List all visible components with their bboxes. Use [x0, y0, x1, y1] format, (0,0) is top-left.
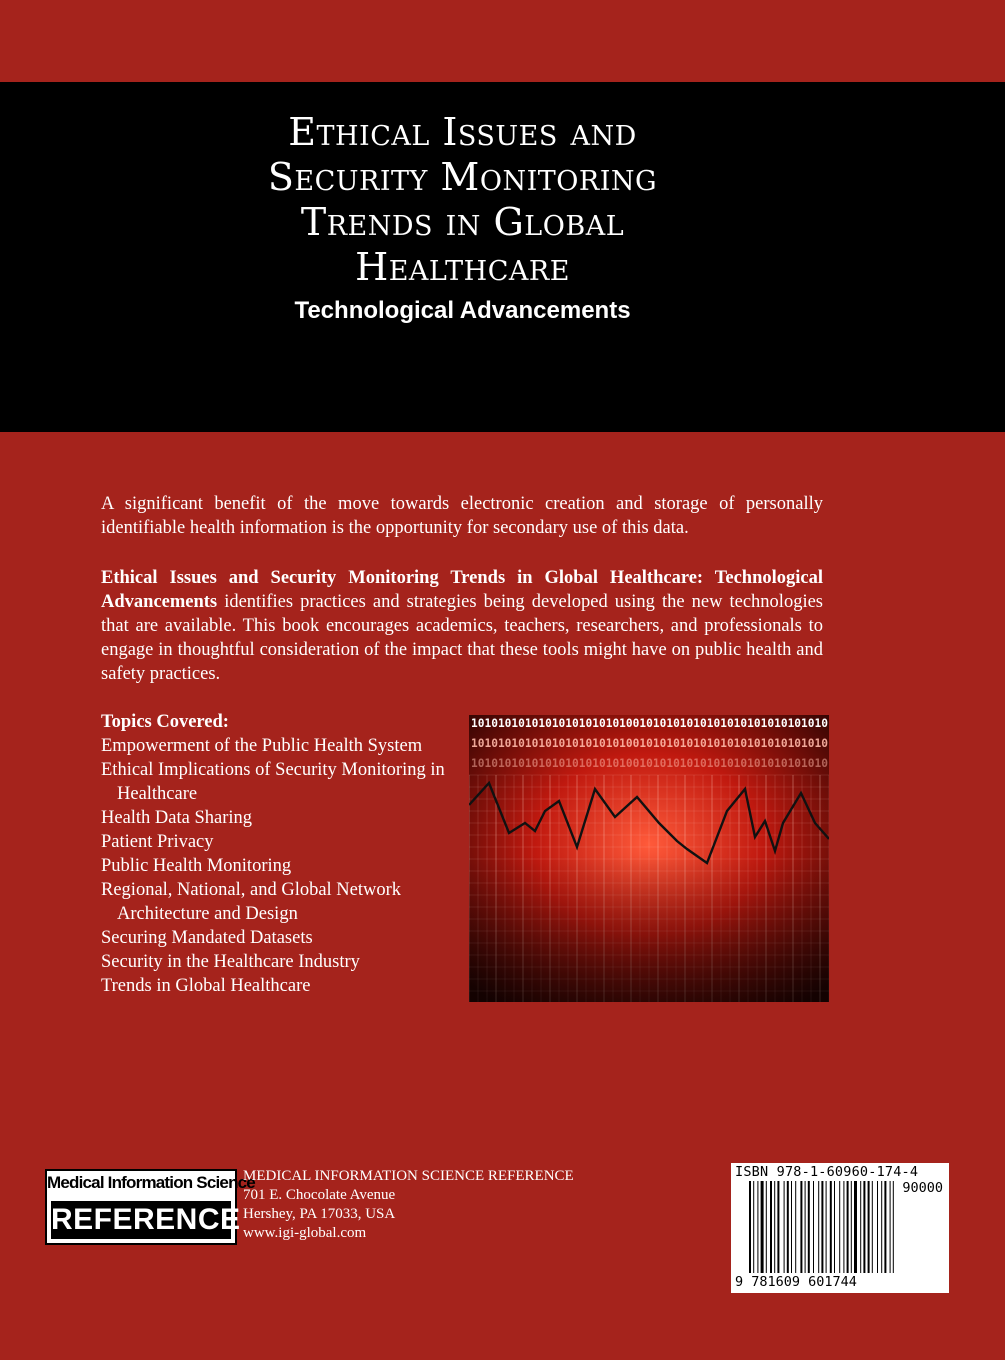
- barcode-bar: [757, 1181, 758, 1273]
- barcode-bar: [774, 1181, 775, 1273]
- title-line: Healthcare: [355, 245, 570, 289]
- publisher-address-line-2: Hershey, PA 17033, USA: [243, 1206, 396, 1222]
- barcode-bar: [826, 1181, 827, 1273]
- topic-item: Ethical Implications of Security Monitoring in Healthcare: [101, 760, 445, 804]
- topic-item: Security in the Healthcare Industry: [101, 952, 360, 972]
- barcode-bar: [818, 1181, 819, 1273]
- title-line: Ethical Issues and: [288, 110, 637, 154]
- publisher-name: MEDICAL INFORMATION SCIENCE REFERENCE: [243, 1168, 574, 1184]
- title-line: Trends in Global: [300, 200, 625, 244]
- topics-list: [101, 734, 471, 998]
- publisher-website: www.igi-global.com: [243, 1225, 367, 1241]
- publisher-info: [243, 1167, 574, 1243]
- topics-heading: Topics Covered:: [101, 712, 229, 732]
- description-book-title: Ethical Issues and Security Monitoring Trends in Global Healthcare: Technological Advancements: [101, 568, 823, 612]
- barcode-bar: [800, 1181, 802, 1273]
- barcode-bar: [749, 1181, 751, 1273]
- logo-bottom-text: REFERENCE: [51, 1201, 231, 1239]
- ean-digits: 9 781609 601744: [735, 1274, 857, 1290]
- description-paragraph-1: A significant benefit of the move towards electronic creation and storage of personally identifiable health information is the opportunity for secondary use of this data.: [101, 494, 823, 538]
- topic-item: Regional, National, and Global Network Architecture and Design: [101, 880, 402, 924]
- price-code: 90000: [902, 1180, 943, 1196]
- barcode-bar: [821, 1181, 823, 1273]
- barcode-bar: [761, 1181, 764, 1273]
- barcode-bar: [805, 1181, 806, 1273]
- description-paragraph-2: [101, 566, 823, 686]
- illustration-shade: [469, 855, 829, 1002]
- binary-chart-illustration: [469, 715, 829, 1002]
- barcode-bar: [777, 1181, 779, 1273]
- barcode-bar: [884, 1181, 886, 1273]
- binary-row: 10101010101010101010101001010101010101010101010101010: [471, 737, 828, 750]
- barcode-bar: [808, 1181, 810, 1273]
- barcode-bar: [795, 1181, 796, 1273]
- barcode-bar: [847, 1181, 849, 1273]
- barcode-bar: [770, 1181, 772, 1273]
- barcode-bar: [877, 1181, 878, 1273]
- publisher-address-line-1: 701 E. Chocolate Avenue: [243, 1187, 396, 1203]
- barcode-bar: [813, 1181, 814, 1273]
- binary-row: 10101010101010101010101001010101010101010101010101010: [471, 757, 828, 770]
- barcode-bars: [749, 1181, 945, 1275]
- barcode-bar: [787, 1181, 789, 1273]
- isbn-label: ISBN 978-1-60960-174-4: [735, 1164, 919, 1180]
- barcode-bar: [868, 1181, 870, 1273]
- barcode-bar: [881, 1181, 882, 1273]
- logo-top-text: Medical Information Science: [47, 1173, 255, 1192]
- description-text: identifies practices and strategies being developed using the new technologies that are available. This book encourages academics, teachers, researchers, and professionals to engage in thoughtful consideration of the impact that these tools might have on public health and safety practices.: [101, 592, 823, 684]
- topic-item: Empowerment of the Public Health System: [101, 736, 423, 756]
- barcode-bar: [890, 1181, 891, 1273]
- barcode-bar: [854, 1181, 857, 1273]
- publisher-logo: [45, 1169, 255, 1245]
- barcode-bar: [784, 1181, 785, 1273]
- barcode-bar: [791, 1181, 792, 1273]
- title-line: Security Monitoring: [267, 155, 658, 199]
- barcode-bar: [860, 1181, 861, 1273]
- topic-item: Public Health Monitoring: [101, 856, 292, 876]
- barcode-bar: [834, 1181, 835, 1273]
- barcode-bar: [839, 1181, 840, 1273]
- book-title: [0, 110, 925, 290]
- barcode-bar: [766, 1181, 767, 1273]
- barcode-bar: [851, 1181, 852, 1273]
- topic-item: Trends in Global Healthcare: [101, 976, 311, 996]
- topic-item: Health Data Sharing: [101, 808, 253, 828]
- topic-item: Securing Mandated Datasets: [101, 928, 313, 948]
- book-subtitle: Technological Advancements: [294, 297, 631, 324]
- barcode-bar: [843, 1181, 844, 1273]
- topic-item: Patient Privacy: [101, 832, 214, 852]
- barcode-bar: [830, 1181, 832, 1273]
- barcode-bar: [893, 1181, 894, 1273]
- barcode-bar: [863, 1181, 865, 1273]
- cover-illustration: [469, 715, 829, 1002]
- barcode-bar: [753, 1181, 754, 1273]
- barcode-bar: [872, 1181, 873, 1273]
- binary-row: 10101010101010101010101001010101010101010101010101010: [471, 717, 828, 730]
- topics-section: [101, 710, 471, 998]
- barcode: [731, 1163, 949, 1293]
